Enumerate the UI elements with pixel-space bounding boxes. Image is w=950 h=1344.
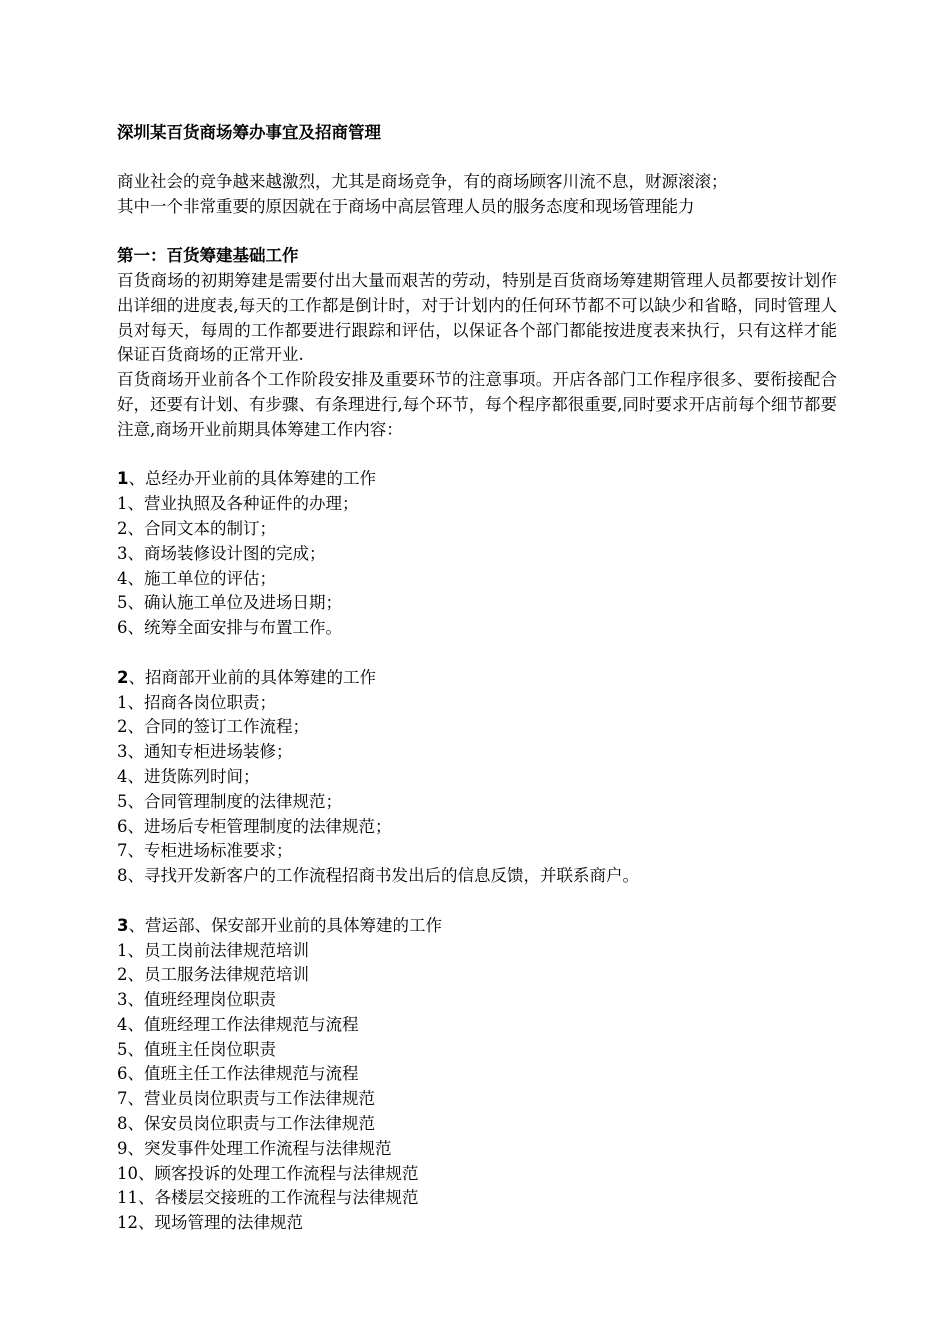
list-item: 1、营业执照及各种证件的办理； bbox=[117, 494, 359, 514]
list-item: 10、顾客投诉的处理工作流程与法律规范 bbox=[117, 1163, 419, 1183]
intro-paragraph bbox=[117, 170, 837, 220]
list-item: 6、统筹全面安排与布置工作。 bbox=[117, 618, 342, 638]
list-item: 5、确认施工单位及进场日期； bbox=[117, 593, 342, 613]
list-item: 5、值班主任岗位职责 bbox=[117, 1039, 276, 1059]
list-item: 4、值班经理工作法律规范与流程 bbox=[117, 1014, 359, 1034]
intro-line-1: 商业社会的竞争越来越激烈，尤其是商场竞争，有的商场顾客川流不息，财源滚滚； bbox=[117, 171, 728, 191]
document-page bbox=[117, 120, 837, 1236]
list-item: 6、值班主任工作法律规范与流程 bbox=[117, 1064, 359, 1084]
list-item: 6、进场后专柜管理制度的法律规范； bbox=[117, 816, 392, 836]
list-item: 3、通知专柜进场装修； bbox=[117, 742, 293, 762]
list-section-label: 、总经办开业前的具体筹建的工作 bbox=[128, 469, 376, 489]
list-item: 7、营业员岗位职责与工作法律规范 bbox=[117, 1089, 375, 1109]
list-item: 12、现场管理的法律规范 bbox=[117, 1213, 303, 1233]
list-section-title bbox=[117, 666, 837, 691]
section-heading: 第一：百货筹建基础工作 bbox=[117, 246, 299, 266]
list-section-number: 3 bbox=[117, 915, 129, 935]
work-lists bbox=[117, 443, 837, 1237]
list-section-number: 2 bbox=[117, 667, 129, 687]
list-section-number: 1 bbox=[117, 469, 129, 489]
list-item: 11、各楼层交接班的工作流程与法律规范 bbox=[117, 1188, 419, 1208]
list-item: 1、员工岗前法律规范培训 bbox=[117, 940, 309, 960]
list-section-title bbox=[117, 467, 837, 492]
list-section-label: 、营运部、保安部开业前的具体筹建的工作 bbox=[128, 915, 442, 935]
list-section-title bbox=[117, 914, 837, 939]
list-item: 8、保安员岗位职责与工作法律规范 bbox=[117, 1114, 375, 1134]
list-item: 4、施工单位的评估； bbox=[117, 568, 276, 588]
list-item: 8、寻找开发新客户的工作流程招商书发出后的信息反馈，并联系商户。 bbox=[117, 866, 639, 886]
list-section-label: 、招商部开业前的具体筹建的工作 bbox=[128, 667, 376, 687]
list-item: 7、专柜进场标准要求； bbox=[117, 841, 293, 861]
list-item: 3、商场装修设计图的完成； bbox=[117, 543, 326, 563]
list-item: 1、招商各岗位职责； bbox=[117, 692, 276, 712]
spacer bbox=[117, 219, 837, 244]
section-paragraph-1: 百货商场的初期筹建是需要付出大量而艰苦的劳动，特别是百货商场筹建期管理人员都要按计划作出详细的进度表,每天的工作都是倒计时，对于计划内的任何环节都不可以缺少和省略，同时管理人员对每天，每周的工作都要进行跟踪和评估，以保证各个部门都能按进度表来执行，只有这样才能保证百货商场的正常开业. bbox=[117, 270, 837, 365]
list-item: 2、合同的签订工作流程； bbox=[117, 717, 309, 737]
list-item: 9、突发事件处理工作流程与法律规范 bbox=[117, 1138, 392, 1158]
intro-line-2: 其中一个非常重要的原因就在于商场中高层管理人员的服务态度和现场管理能力 bbox=[117, 196, 695, 216]
section-paragraph-2: 百货商场开业前各个工作阶段安排及重要环节的注意事项。开店各部门工作程序很多、要衔接配合好，还要有计划、有步骤、有条理进行,每个环节，每个程序都很重要,同时要求开店前每个细节都要注意,商场开业前期具体筹建工作内容： bbox=[117, 370, 837, 439]
spacer bbox=[117, 889, 837, 914]
spacer bbox=[117, 145, 837, 170]
list-items bbox=[117, 939, 837, 1237]
list-items bbox=[117, 691, 837, 889]
list-item: 2、合同文本的制订； bbox=[117, 518, 276, 538]
list-items bbox=[117, 492, 837, 641]
document-title: 深圳某百货商场筹办事宜及招商管理 bbox=[117, 123, 381, 142]
spacer bbox=[117, 641, 837, 666]
list-item: 3、值班经理岗位职责 bbox=[117, 990, 276, 1010]
spacer bbox=[117, 443, 837, 468]
list-item: 2、员工服务法律规范培训 bbox=[117, 965, 309, 985]
list-item: 4、进货陈列时间； bbox=[117, 766, 260, 786]
list-item: 5、合同管理制度的法律规范； bbox=[117, 791, 342, 811]
